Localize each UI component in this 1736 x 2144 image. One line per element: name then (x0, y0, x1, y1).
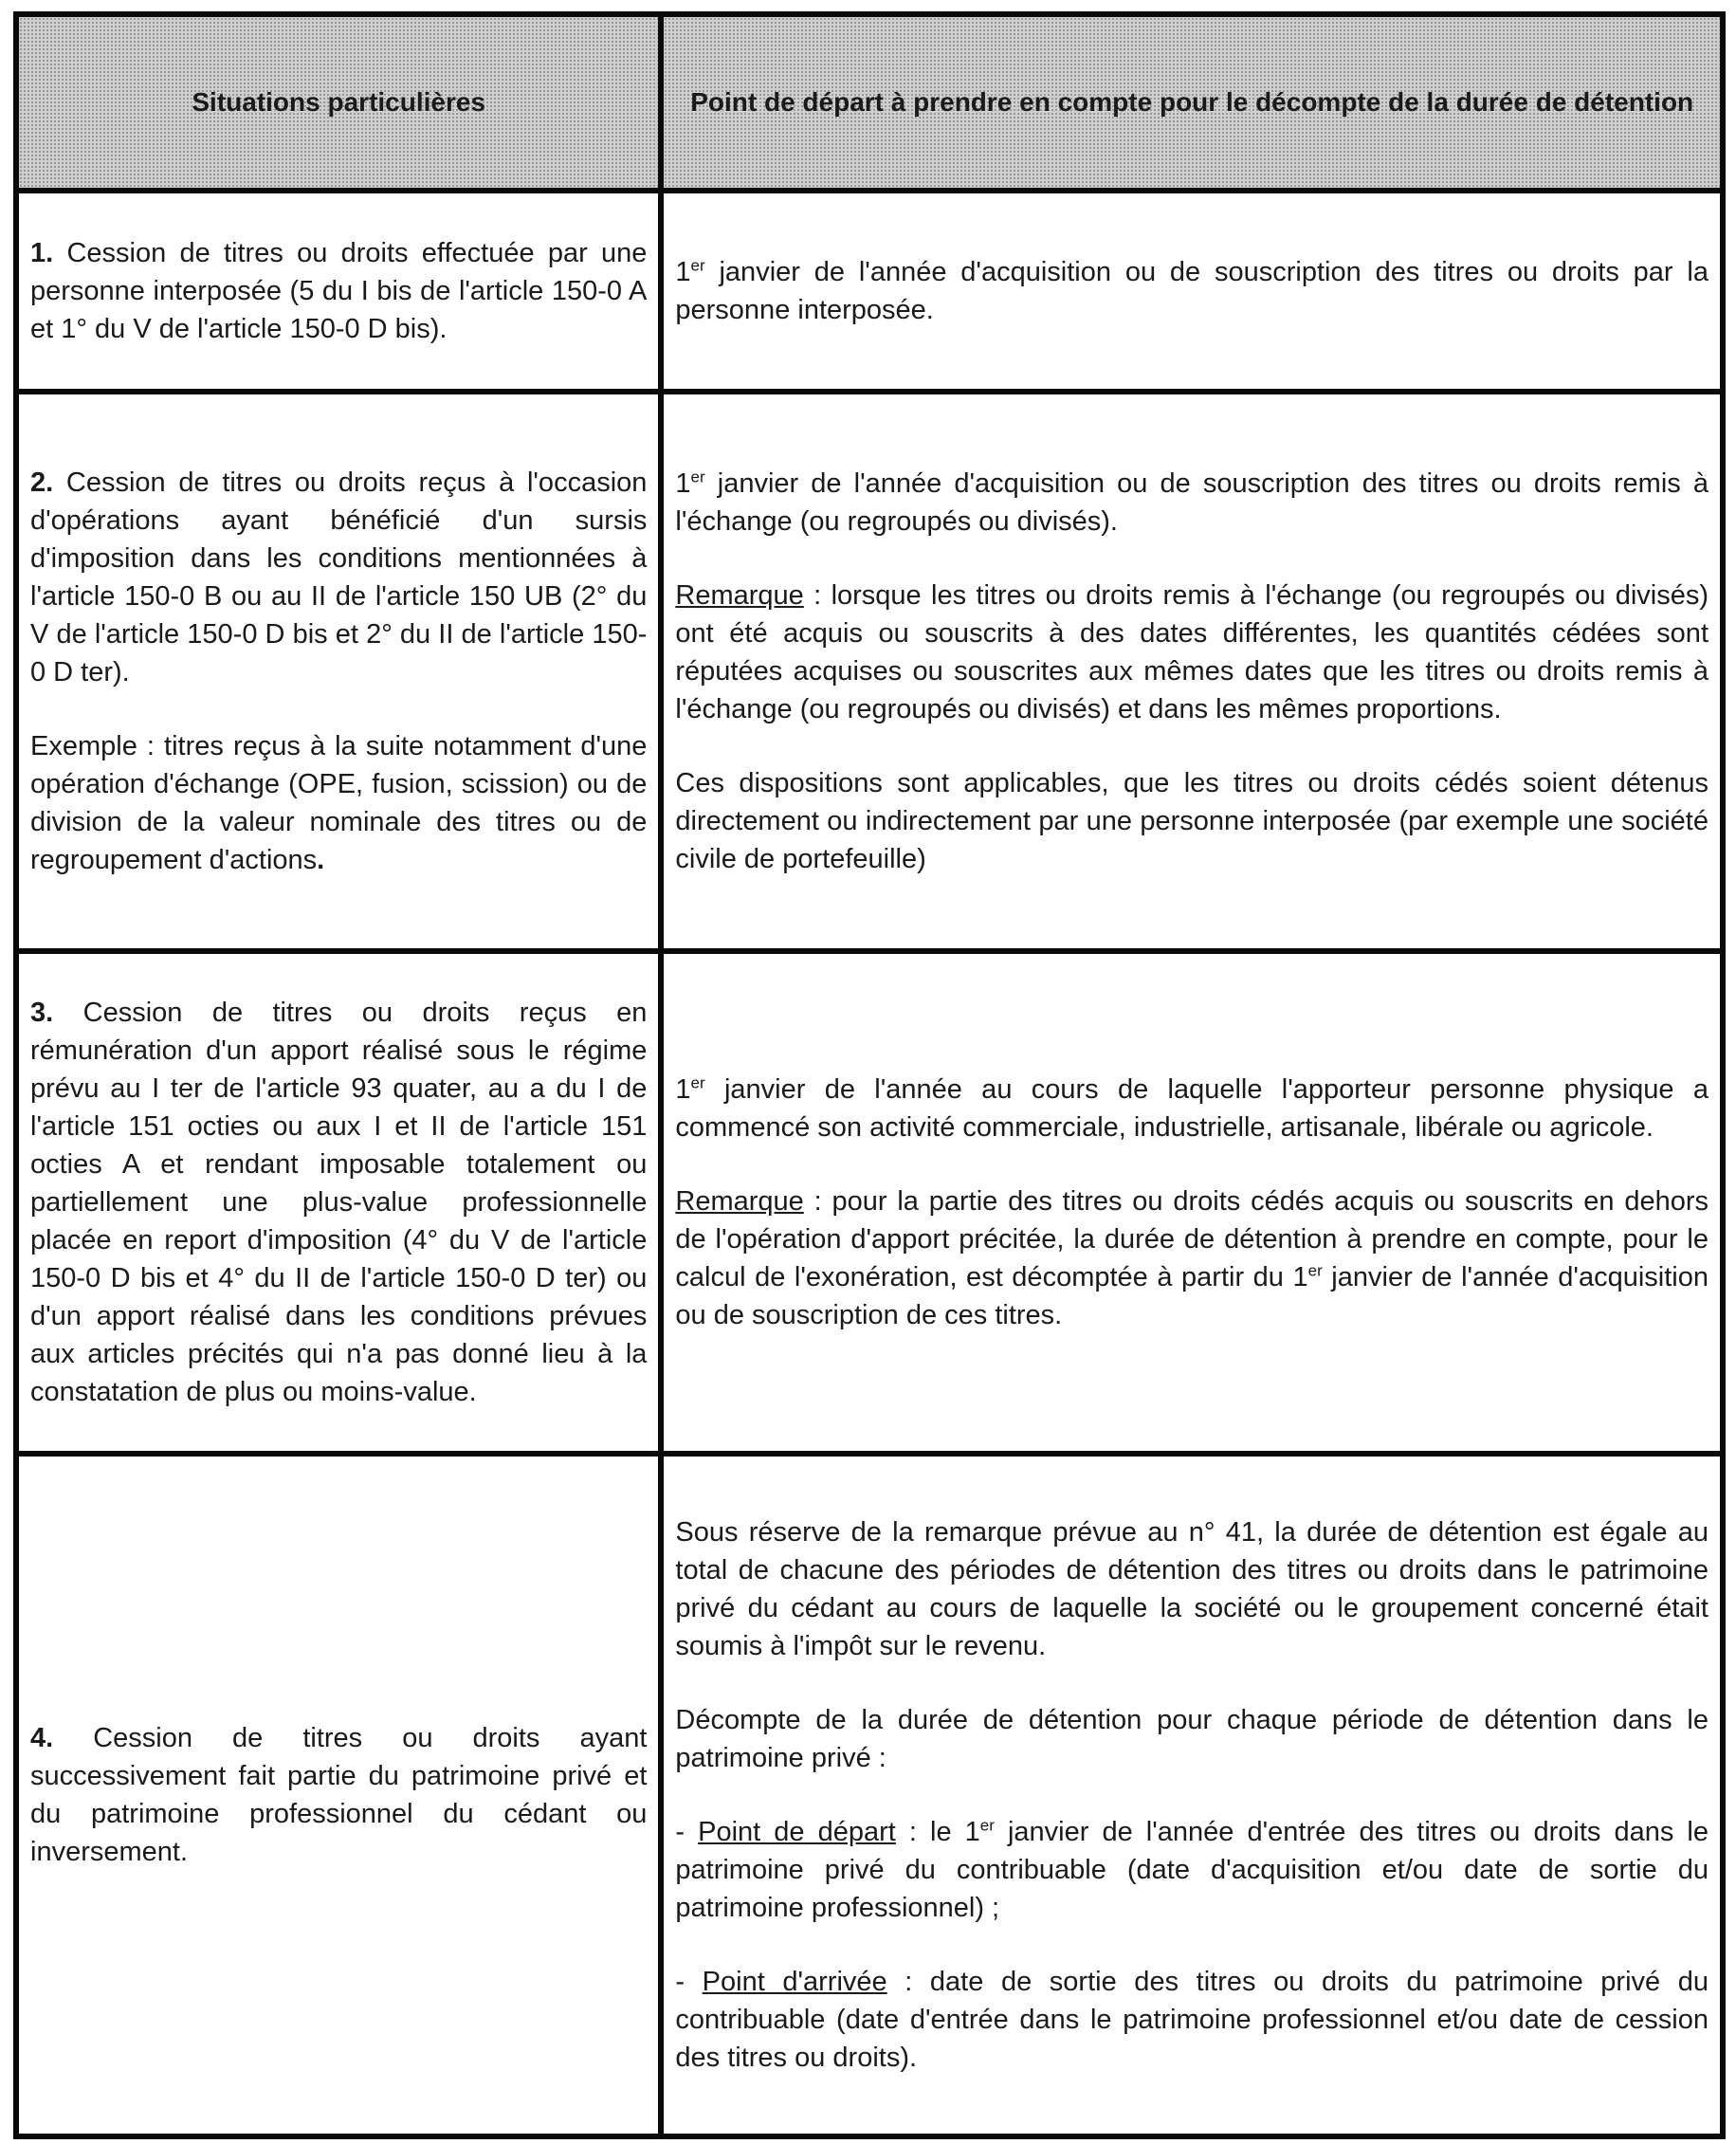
remark-label: Remarque (675, 1185, 804, 1217)
row-3-situation-text: Cession de titres ou droits reçus en rémunération d'un apport réalisé sous le régime prévu au I ter de l'article 93 quater, au a du I de l'article 151 octies ou aux I et II de l'article 151 octies A et rendant imposable totalement ou partiellement une plus-value professionnelle placée en report d'imposition (4° du V de l'article 150-0 D bis et 4° du II de l'article 150-0 D ter) ou d'un apport réalisé dans les conditions prévues aux articles précités qui n'a pas donné lieu à la constatation de plus ou moins-value. (30, 997, 648, 1408)
table-row (16, 1454, 1723, 2136)
row-4-starting-point: Sous réserve de la remarque prévue au n° 41, la durée de détention est égale au total de chacune des périodes de détention des titres ou droits dans le patrimoine privé du cédant au cours de laquelle la société ou le groupement concerné était soumis à l'impôt sur le revenu. Décompte de la durée de détention pour chaque période de détention dans le patrimoine privé : - Point de départ : le 1er janvier de l'année d'entrée des titres ou droits dans le patrimoine privé du contribuable (date d'acquisition et/ou date de sortie du patrimoine professionnel) ; - Point d'arrivée : date de sortie des titres ou droits du patrimoine privé du contribuable (date d'entrée dans le patrimoine professionnel et/ou date de cession des titres ou droits). (661, 1454, 1723, 2136)
row-3-situation (16, 951, 661, 1454)
row-4-intro-text: Sous réserve de la remarque prévue au n° 41, la durée de détention est égale au total de chacune des périodes de détention des titres ou droits dans le patrimoine privé du cédant au cours de laquelle la société ou le groupement concerné était soumis à l'impôt sur le revenu. (675, 1516, 1709, 1661)
row-number: 2. (30, 467, 54, 498)
row-3-remark-text-b: janvier de l'année d'acquisition ou de souscription de ces titres. (675, 1262, 1709, 1331)
row-2-situation-text: Cession de titres ou droits reçus à l'occasion d'opérations ayant bénéficié d'un sursis d'imposition dans les conditions mentionnées à l'article 150-0 B ou au II de l'article 150 UB (2° du V de l'article 150-0 D bis et 2° du II de l'article 150-0 D ter). (30, 467, 648, 687)
row-4-situation-text: Cession de titres ou droits ayant successivement fait partie du patrimoine privé et du patrimoine professionnel du cédant ou inversement. (30, 1722, 648, 1868)
row-2-starting-point: 1er janvier de l'année d'acquisition ou de souscription des titres ou droits remis à l'échange (ou regroupés ou divisés). Remarque : lorsque les titres ou droits remis à l'échange (ou regroupés ou divisés) ont été acquis ou souscrits à des dates différentes, les quantités cédées sont réputées acquises ou souscrites aux mêmes dates que les titres ou droits remis à l'échange (ou regroupés ou divisés) et dans les mêmes proportions. Ces dispositions sont applicables, que les titres ou droits cédés soient détenus directement ou indirectement par une personne interposée (par exemple une société civile de portefeuille) (661, 392, 1723, 951)
holding-period-table (13, 11, 1726, 2139)
start-point-label: Point de départ (698, 1817, 896, 1847)
row-1-situation-text: Cession de titres ou droits effectuée par une personne interposée (5 du I bis de l'article 150-0 A et 1° du V de l'article 150-0 D bis). (30, 237, 648, 344)
row-number: 4. (30, 1722, 54, 1753)
row-number: 3. (30, 997, 54, 1028)
table-row (16, 191, 1723, 392)
row-3-remark-text-a: : pour la partie des titres ou droits cédés acquis ou souscrits en dehors de l'opération d'apport précitée, la durée de détention à prendre en compte, pour le calcul de l'exonération, est décomptée à partir du 1 (675, 1185, 1709, 1293)
document-page (13, 11, 1726, 2134)
row-2-provisions-text: Ces dispositions sont applicables, que les titres ou droits cédés soient détenus directement ou indirectement par une personne interposée (par exemple une société civile de portefeuille) (675, 768, 1709, 875)
row-3-starting-point: 1er janvier de l'année au cours de laquelle l'apporteur personne physique a commencé son activité commerciale, industrielle, artisanale, libérale ou agricole. Remarque : pour la partie des titres ou droits cédés acquis ou souscrits en dehors de l'opération d'apport précitée, la durée de détention à prendre en compte, pour le calcul de l'exonération, est décomptée à partir du 1er janvier de l'année d'acquisition ou de souscription de ces titres. (661, 951, 1723, 1454)
row-2-starting-point-text: janvier de l'année d'acquisition ou de souscription des titres ou droits remis à l'échange (ou regroupés ou divisés). (675, 467, 1709, 537)
row-3-starting-point-text: janvier de l'année au cours de laquelle l'apporteur personne physique a commencé son activité commerciale, industrielle, artisanale, libérale ou agricole. (675, 1073, 1709, 1143)
start-point-text: janvier de l'année d'entrée des titres ou droits dans le patrimoine privé du contribuable (date d'acquisition et/ou date de sortie du patrimoine professionnel) ; (675, 1817, 1709, 1924)
end-point-text: : date de sortie des titres ou droits du patrimoine privé du contribuable (date d'entrée dans le patrimoine professionnel et/ou date de cession des titres ou droits). (675, 1967, 1709, 2074)
row-2-situation: 2. Cession de titres ou droits reçus à l'occasion d'opérations ayant bénéficié d'un sursis d'imposition dans les conditions mentionnées à l'article 150-0 B ou au II de l'article 150 UB (2° du V de l'article 150-0 D bis et 2° du II de l'article 150-0 D ter). Exemple : titres reçus à la suite notamment d'une opération d'échange (OPE, fusion, scission) ou de division de la valeur nominale des titres ou de regroupement d'actions. (16, 392, 661, 951)
table-row (16, 392, 1723, 951)
table-row (16, 951, 1723, 1454)
row-1-starting-point: 1er janvier de l'année d'acquisition ou de souscription des titres ou droits par la personne interposée. (661, 191, 1723, 392)
row-4-count-text: Décompte de la durée de détention pour chaque période de détention dans le patrimoine privé : (675, 1704, 1709, 1773)
row-4-situation (16, 1454, 661, 2136)
row-2-remark-text: : lorsque les titres ou droits remis à l'échange (ou regroupés ou divisés) ont été acquis ou souscrits à des dates différentes, les quantités cédées sont réputées acquises ou souscrites aux mêmes dates que les titres ou droits remis à l'échange (ou regroupés ou divisés) et dans les mêmes proportions. (675, 579, 1709, 724)
row-number: 1. (30, 237, 54, 268)
row-1-situation (16, 191, 661, 392)
end-point-label: Point d'arrivée (702, 1967, 887, 1998)
row-2-example-text: Exemple : titres reçus à la suite notamment d'une opération d'échange (OPE, fusion, scission) ou de division de la valeur nominale des titres ou de regroupement d'actions (30, 731, 648, 876)
header-starting-point: Point de départ à prendre en compte pour le décompte de la durée de détention (661, 14, 1723, 191)
table-header-row (16, 14, 1723, 191)
row-1-starting-point-text: janvier de l'année d'acquisition ou de souscription des titres ou droits par la personne interposée. (675, 256, 1709, 325)
header-situations: Situations particulières (16, 14, 661, 191)
remark-label: Remarque (675, 579, 804, 611)
